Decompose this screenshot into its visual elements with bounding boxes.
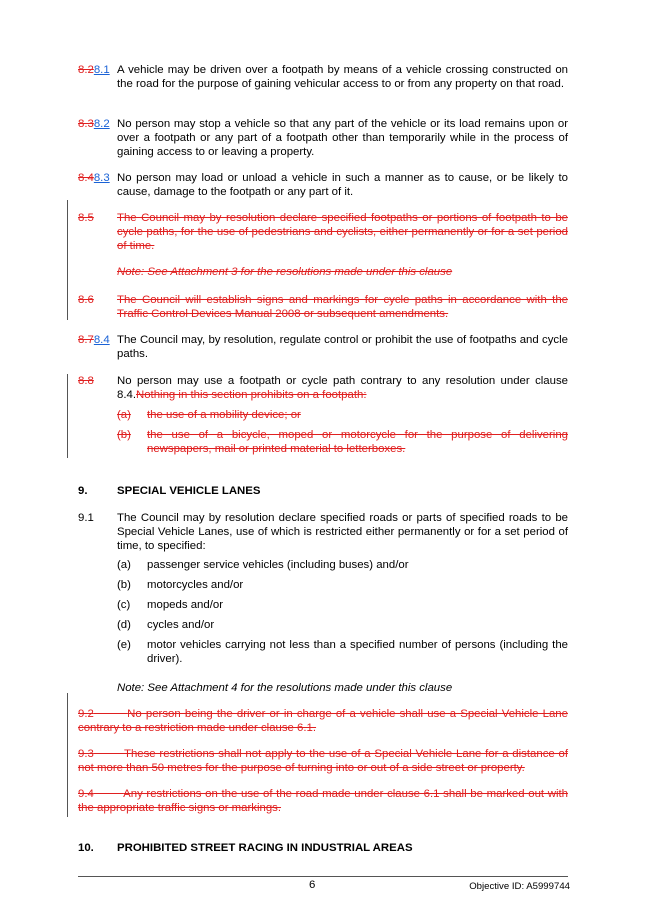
change-bar [67,374,68,458]
item-text: cycles and/or [147,619,215,631]
clause-text: The Council may by resolution declare specified footpaths or portions of footpath to be cycle paths, for the use of pedestrians and cyclists, either permanently or for a set period of time. [117,212,568,253]
clause-text: Any restrictions on the use of the road made under clause 6.1 shall be marked out with the appropriate traffic signs or markings. [78,788,568,815]
clause-text: The Council may, by resolution, regulate control or prohibit the use of footpaths and cycle paths. [117,334,568,361]
clause-number: 8.5 [78,212,94,224]
clause-number: 8.28.1 [78,64,110,76]
clause-9-4-deleted [78,787,568,815]
objective-id: Objective ID: A5999744 [469,881,570,892]
item-text: passenger service vehicles (including buses) and/or [147,559,409,571]
section-title: SPECIAL VEHICLE LANES [117,485,261,497]
item-label: (b) [117,429,131,441]
section-number: 10. [78,842,94,854]
clause-number: 8.48.3 [78,172,110,184]
clause-text: The Council will establish signs and markings for cycle paths in accordance with the Traffic Control Devices Manual 2008 or subsequent amendments. [117,294,568,321]
clause-text: A vehicle may be driven over a footpath by means of a vehicle crossing constructed on the road for the purpose of gaining vehicular access to or from any property on that road. [117,64,568,91]
clause-text: No person being the driver or in charge of a vehicle shall use a Special Vehicle Lane contrary to a restriction made under clause 6.1. [78,708,568,735]
item-label: (d) [117,619,131,631]
clause-number: 9.4 [78,788,94,800]
item-text: the use of a bicycle, moped or motorcycle for the purpose of delivering newspapers, mail or printed material to letterboxes. [147,429,568,456]
clause-9-3-deleted [78,747,568,775]
clause-text: No person may stop a vehicle so that any part of the vehicle or its load remains upon or over a footpath or any part of a footpath other than temporarily while in the process of gaining access to or leaving a property. [117,118,568,159]
item-text: motor vehicles carrying not less than a specified number of persons (including the driver). [147,639,568,666]
clause-note: Note: See Attachment 3 for the resolutions made under this clause [117,266,453,278]
item-label: (e) [117,639,131,651]
page-number: 6 [309,879,316,891]
clause-number: 8.8 [78,375,94,387]
clause-9-2-deleted [78,707,568,735]
item-label: (a) [117,559,131,571]
clause-text: No person may load or unload a vehicle in such a manner as to cause, or be likely to cause, damage to the footpath or any part of it. [117,172,568,199]
clause-number: 8.78.4 [78,334,110,346]
clause-number: 8.6 [78,294,94,306]
item-text: motorcycles and/or [147,579,244,591]
item-label: (a) [117,409,131,421]
item-label: (c) [117,599,131,611]
item-text: the use of a mobility device; or [147,409,301,421]
clause-text: No person may use a footpath or cycle path contrary to any resolution under clause 8.4.Nothing in this section prohibits on a footpath: [117,375,568,402]
clause-text: The Council may by resolution declare specified roads or parts of specified roads to be Special Vehicle Lanes, use of which is restricted either permanently or for a set period of time, to specified: [117,512,568,553]
clause-number: 9.3 [78,748,94,760]
clause-number: 8.38.2 [78,118,110,130]
clause-text: These restrictions shall not apply to the use of a Special Vehicle Lane for a distance of not more than 50 metres for the purpose of turning into or out of a side street or property. [78,748,568,775]
change-bar [67,200,68,320]
clause-number: 9.2 [78,708,94,720]
item-text: mopeds and/or [147,599,223,611]
clause-number: 9.1 [78,512,94,524]
section-title: PROHIBITED STREET RACING IN INDUSTRIAL AREAS [117,842,413,854]
change-bar [67,693,68,817]
section-number: 9. [78,485,88,497]
footer-divider [78,876,568,877]
item-label: (b) [117,579,131,591]
clause-note: Note: See Attachment 4 for the resolutions made under this clause [117,682,453,694]
